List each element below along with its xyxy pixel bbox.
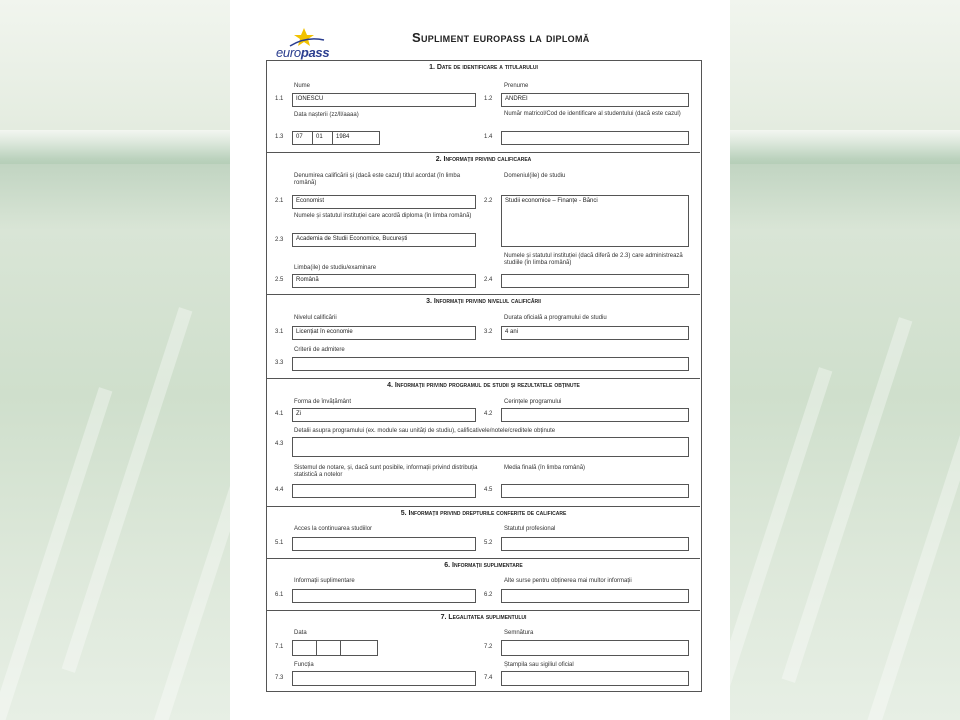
label-denumirea-calificarii: Denumirea calificării și (dacă este cazul) titlul acordat (în limba română) xyxy=(294,173,461,186)
field-nume[interactable]: IONESCU xyxy=(292,93,476,107)
field-nivelul-calificarii[interactable]: Licențiat în economie xyxy=(292,326,476,340)
section-3-qualification-level xyxy=(267,295,700,379)
label-media-finala: Media finală (în limba română) xyxy=(504,465,586,471)
section-5-rights xyxy=(267,507,700,559)
label-numar-matricol: Număr matricol/Cod de identificare al studentului (dacă este cazul) xyxy=(504,111,681,117)
label-institutia: Numele și statutul instituției care acordă diploma (în limba română) xyxy=(294,213,472,219)
section-3-title: 3. Informații privind nivelul calificării xyxy=(426,298,541,305)
field-number-3-1: 3.1 xyxy=(275,329,284,335)
label-semnatura: Semnătura xyxy=(504,630,534,636)
field-number-4-1: 4.1 xyxy=(275,411,284,417)
label-sistemul-de-notare: Sistemul de notare, și, dacă sunt posibile, informații privind distribuția statistică a notelor xyxy=(294,465,478,478)
europass-logo xyxy=(276,26,346,60)
section-2-qualification xyxy=(267,153,700,295)
label-acces-continuare: Acces la continuarea studiilor xyxy=(294,526,373,532)
label-data: Data xyxy=(294,630,307,636)
section-2-title: 2. Informații privind calificarea xyxy=(435,156,532,163)
label-limba-de-studiu: Limba(ile) de studiu/examinare xyxy=(294,265,377,271)
field-institutia[interactable]: Academia de Studii Economice, București xyxy=(292,233,476,247)
section-6-additional-info xyxy=(267,559,700,611)
field-number-3-3: 3.3 xyxy=(275,360,284,366)
field-number-1-4: 1.4 xyxy=(484,134,493,140)
section-7-legality xyxy=(267,611,700,690)
document-title: Supliment europass la diplomă xyxy=(412,30,590,45)
field-acces-continuare[interactable] xyxy=(292,537,476,551)
field-number-7-2: 7.2 xyxy=(484,644,493,650)
field-media-finala[interactable] xyxy=(501,484,689,498)
background-decoration-left xyxy=(0,0,230,720)
label-stampila: Ștampila sau sigiliul oficial xyxy=(504,662,574,668)
section-4-study-program xyxy=(267,379,700,507)
field-number-6-2: 6.2 xyxy=(484,592,493,598)
section-1-title: 1. Date de identificare a titularului xyxy=(429,64,538,71)
logo-text-pass: pass xyxy=(300,45,330,60)
field-number-7-4: 7.4 xyxy=(484,675,493,681)
label-nivelul-calificarii: Nivelul calificării xyxy=(294,315,337,321)
supplement-form xyxy=(266,60,702,692)
field-number-7-3: 7.3 xyxy=(275,675,284,681)
field-alte-surse[interactable] xyxy=(501,589,689,603)
field-sistemul-de-notare[interactable] xyxy=(292,484,476,498)
label-durata-oficiala: Durata oficială a programului de studiu xyxy=(504,315,607,321)
field-number-4-5: 4.5 xyxy=(484,487,493,493)
label-statutul-profesional: Statutul profesional xyxy=(504,526,556,532)
field-limba-de-studiu[interactable]: Română xyxy=(292,274,476,288)
field-forma-de-invatamant[interactable]: Zi xyxy=(292,408,476,422)
field-number-2-2: 2.2 xyxy=(484,198,493,204)
field-number-4-4: 4.4 xyxy=(275,487,284,493)
field-functia[interactable] xyxy=(292,671,476,686)
field-data-nasterii[interactable] xyxy=(292,131,380,145)
document-page xyxy=(230,0,730,720)
birth-day: 07 xyxy=(293,132,313,144)
field-number-1-3: 1.3 xyxy=(275,134,284,140)
section-1-identification xyxy=(267,61,700,153)
field-number-5-1: 5.1 xyxy=(275,540,284,546)
birth-month: 01 xyxy=(313,132,333,144)
field-number-2-1: 2.1 xyxy=(275,198,284,204)
field-number-1-2: 1.2 xyxy=(484,96,493,102)
section-7-title: 7. Legalitatea suplimentului xyxy=(440,614,527,621)
field-detalii-program[interactable] xyxy=(292,437,689,457)
label-data-nasterii: Data nașterii (zz/ll/aaaa) xyxy=(294,112,359,118)
field-data[interactable] xyxy=(292,640,378,656)
label-nume: Nume xyxy=(294,83,311,89)
field-number-2-4: 2.4 xyxy=(484,277,493,283)
label-institutia-administreaza: Numele și statutul instituției (dacă diferă de 2.3) care administrează studiile (în limba română) xyxy=(504,253,683,266)
field-statutul-profesional[interactable] xyxy=(501,537,689,551)
label-informatii-suplimentare: Informații suplimentare xyxy=(294,578,355,584)
field-number-4-2: 4.2 xyxy=(484,411,493,417)
field-durata-oficiala[interactable]: 4 ani xyxy=(501,326,689,340)
background-decoration-right xyxy=(730,0,960,720)
section-6-title: 6. Informații suplimentare xyxy=(444,562,523,569)
field-number-1-1: 1.1 xyxy=(275,96,284,102)
label-forma-de-invatamant: Forma de învățământ xyxy=(294,399,352,405)
label-cerintele-programului: Cerințele programului xyxy=(504,399,562,405)
label-detalii-program: Detalii asupra programului (ex. module sau unități de studiu), calificativele/notele/creditele obținute xyxy=(294,428,556,434)
section-5-title: 5. Informații privind drepturile conferite de calificare xyxy=(400,510,567,517)
field-informatii-suplimentare[interactable] xyxy=(292,589,476,603)
logo-text-euro: euro xyxy=(276,45,301,60)
field-numar-matricol[interactable] xyxy=(501,131,689,145)
field-criterii-de-admitere[interactable] xyxy=(292,357,689,371)
label-criterii-de-admitere: Criterii de admitere xyxy=(294,347,345,353)
section-4-title: 4. Informații privind programul de studii și rezultatele obținute xyxy=(387,382,580,389)
field-number-5-2: 5.2 xyxy=(484,540,493,546)
field-cerintele-programului[interactable] xyxy=(501,408,689,422)
field-domeniul-de-studiu[interactable]: Studii economice – Finanțe - Bănci xyxy=(501,195,689,247)
field-denumirea-calificarii[interactable]: Economist xyxy=(292,195,476,209)
field-number-6-1: 6.1 xyxy=(275,592,284,598)
field-stampila[interactable] xyxy=(501,671,689,686)
field-institutia-administreaza[interactable] xyxy=(501,274,689,288)
field-number-2-5: 2.5 xyxy=(275,277,284,283)
birth-year: 1984 xyxy=(336,134,350,140)
label-domeniul-de-studiu: Domeniul(ile) de studiu xyxy=(504,173,566,179)
field-number-2-3: 2.3 xyxy=(275,237,284,243)
label-functia: Funcția xyxy=(294,662,314,668)
label-prenume: Prenume xyxy=(504,83,529,89)
label-alte-surse: Alte surse pentru obținerea mai multor informații xyxy=(504,578,632,584)
field-number-4-3: 4.3 xyxy=(275,441,284,447)
field-prenume[interactable]: ANDREI xyxy=(501,93,689,107)
field-number-7-1: 7.1 xyxy=(275,644,284,650)
field-semnatura[interactable] xyxy=(501,640,689,656)
document-header xyxy=(266,22,696,60)
field-number-3-2: 3.2 xyxy=(484,329,493,335)
